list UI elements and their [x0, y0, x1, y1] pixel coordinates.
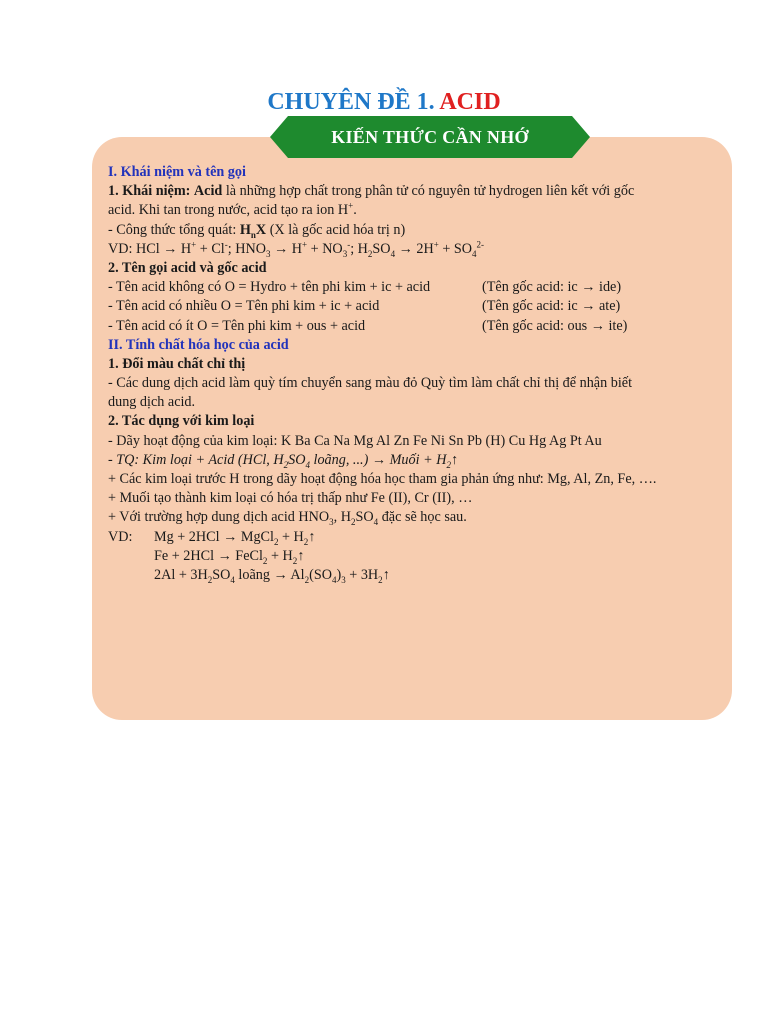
eq-part: Fe + 2HCl → FeCl [154, 547, 263, 564]
naming-rule [108, 278, 724, 297]
naming-rule-right: (Tên gốc acid: ous → ite) [482, 317, 628, 334]
subscript: 4 [472, 248, 477, 259]
h-ion-charge: + [348, 200, 354, 211]
subscript: 2 [273, 536, 279, 547]
indicator-heading: 1. Đổi màu chất chỉ thị [108, 355, 246, 372]
example-1 [108, 528, 724, 547]
subscript: 4 [373, 517, 379, 528]
gas-arrow: ↑ [297, 547, 305, 564]
title-prefix: CHUYÊN ĐỀ 1. [267, 89, 435, 115]
example-hcl: HCl → H [135, 240, 192, 257]
gas-arrow: ↑ [308, 528, 316, 545]
charge: + [433, 239, 439, 250]
subscript: 2 [292, 555, 298, 566]
section-1-heading: I. Khái niệm và tên gọi [108, 164, 246, 180]
metal-heading: 2. Tác dụng với kim loại [108, 413, 255, 430]
formula-x: X [255, 221, 267, 238]
example-hno3: ; HNO [227, 240, 266, 257]
subscript: 2 [304, 574, 310, 585]
section-banner [270, 116, 590, 158]
eq-part: Mg + 2HCl → MgCl [154, 528, 274, 545]
eq-part: loãng → Al [234, 566, 305, 583]
subscript: 4 [390, 248, 396, 259]
eq-part: ) [336, 566, 342, 583]
eq-part: + H [278, 528, 304, 545]
note-2: + Muối tạo thành kim loại có hóa trị thấp như Fe (II), Cr (II), … [108, 490, 473, 507]
subscript: 3 [342, 248, 348, 259]
subscript: 3 [341, 574, 346, 585]
naming-rule [108, 317, 724, 336]
naming-rule-left: - Tên acid có nhiều O = Tên phi kim + ic + acid [108, 298, 380, 315]
example-3 [108, 566, 724, 585]
banner-label: KIẾN THỨC CẦN NHỚ [331, 127, 529, 147]
content-body [108, 163, 724, 585]
definition-label: 1. Khái niệm: [108, 183, 191, 200]
definition-line-2 [108, 201, 724, 220]
reaction-part: - TQ: Kim loại + Acid (HCl, H [108, 451, 284, 468]
example-2 [108, 547, 724, 566]
subscript: 2 [367, 248, 373, 259]
subscript: 2 [351, 517, 356, 528]
note-3 [108, 508, 724, 527]
subscript: 2 [283, 459, 289, 470]
example-so: SO [372, 240, 391, 257]
subscript: 2 [262, 555, 268, 566]
subscript: 4 [332, 574, 337, 585]
note-part: đặc sẽ học sau. [378, 509, 467, 526]
definition-term: Acid [193, 183, 223, 200]
example-label: VD: [108, 240, 136, 257]
example-arrow: → 2H [395, 240, 434, 257]
note-part: , H [333, 509, 352, 526]
example-cl: + Cl [196, 240, 225, 257]
definition-text-2: acid. Khi tan trong nước, acid tạo ra ion H [108, 202, 349, 219]
formula-n: n [250, 229, 256, 240]
gas-arrow: ↑ [382, 566, 390, 583]
activity-series: - Dãy hoạt động của kim loại: K Ba Ca Na Mg Al Zn Fe Ni Sn Pb (H) Cu Hg Ag Pt Au [108, 432, 602, 449]
naming-rule [108, 297, 724, 316]
section-2-heading: II. Tính chất hóa học của acid [108, 336, 289, 353]
charge: + [302, 239, 308, 250]
example-1-equation [154, 528, 315, 547]
charge: 2- [476, 239, 484, 250]
subscript: 4 [230, 574, 235, 585]
naming-rule-left: - Tên acid không có O = Hydro + tên phi kim + ic + acid [108, 279, 431, 296]
general-reaction [108, 451, 724, 470]
naming-rule-right: (Tên gốc acid: ic → ate) [482, 298, 621, 315]
indicator-text-1: - Các dung dịch acid làm quỳ tím chuyển sang màu đỏ Quỳ tìm làm chất chỉ thị để nhận biết [108, 375, 633, 392]
example-so4: + SO [438, 240, 472, 257]
names-heading: 2. Tên gọi acid và gốc acid [108, 259, 267, 276]
charge: - [347, 239, 351, 250]
eq-part: 2Al + 3H [154, 566, 208, 583]
charge: + [191, 239, 197, 250]
naming-rule-right: (Tên gốc acid: ic → ide) [482, 279, 622, 296]
reaction-part: loãng, ...) → Muối + H [309, 451, 447, 468]
formula-note: (X là gốc acid hóa trị n) [266, 221, 406, 238]
eq-part: + H [267, 547, 293, 564]
eq-part: + 3H [345, 566, 379, 583]
subscript: 2 [207, 574, 213, 585]
general-formula [108, 221, 724, 240]
example-h2so4: ; H [350, 240, 368, 257]
reaction-part: SO [288, 451, 306, 468]
subscript: 2 [446, 459, 451, 470]
naming-rule-left: - Tên acid có ít O = Tên phi kim + ous + acid [108, 317, 366, 334]
charge: - [224, 239, 228, 250]
note-1: + Các kim loại trước H trong dãy hoạt động hóa học tham gia phản ứng như: Mg, Al, Zn, Fe, …. [108, 471, 657, 487]
subscript: 3 [329, 517, 334, 528]
definition-end: . [353, 202, 357, 219]
title-accent: ACID [439, 89, 501, 115]
example-arrow: → H [270, 240, 303, 257]
note-part: + Với trường hợp dung dịch acid HNO [108, 509, 330, 526]
subscript: 3 [265, 248, 271, 259]
note-part: SO [355, 509, 374, 526]
indicator-text-2: dung dịch acid. [108, 394, 196, 411]
gas-arrow: ↑ [450, 451, 459, 468]
formula-prefix: - Công thức tổng quát: [108, 221, 240, 238]
eq-part: SO [212, 566, 231, 583]
example-line [108, 240, 724, 259]
page-title [0, 88, 768, 116]
definition-line-1 [108, 182, 724, 201]
subscript: 2 [378, 574, 383, 585]
definition-text-1: là những hợp chất trong phân tử có nguyên tử hydrogen liên kết với gốc [222, 183, 635, 200]
formula-h: H [239, 221, 251, 238]
eq-part: (SO [309, 566, 332, 583]
subscript: 4 [305, 459, 310, 470]
subscript: 2 [303, 536, 309, 547]
example-no3: + NO [307, 240, 343, 257]
example-label: VD: [108, 528, 133, 545]
